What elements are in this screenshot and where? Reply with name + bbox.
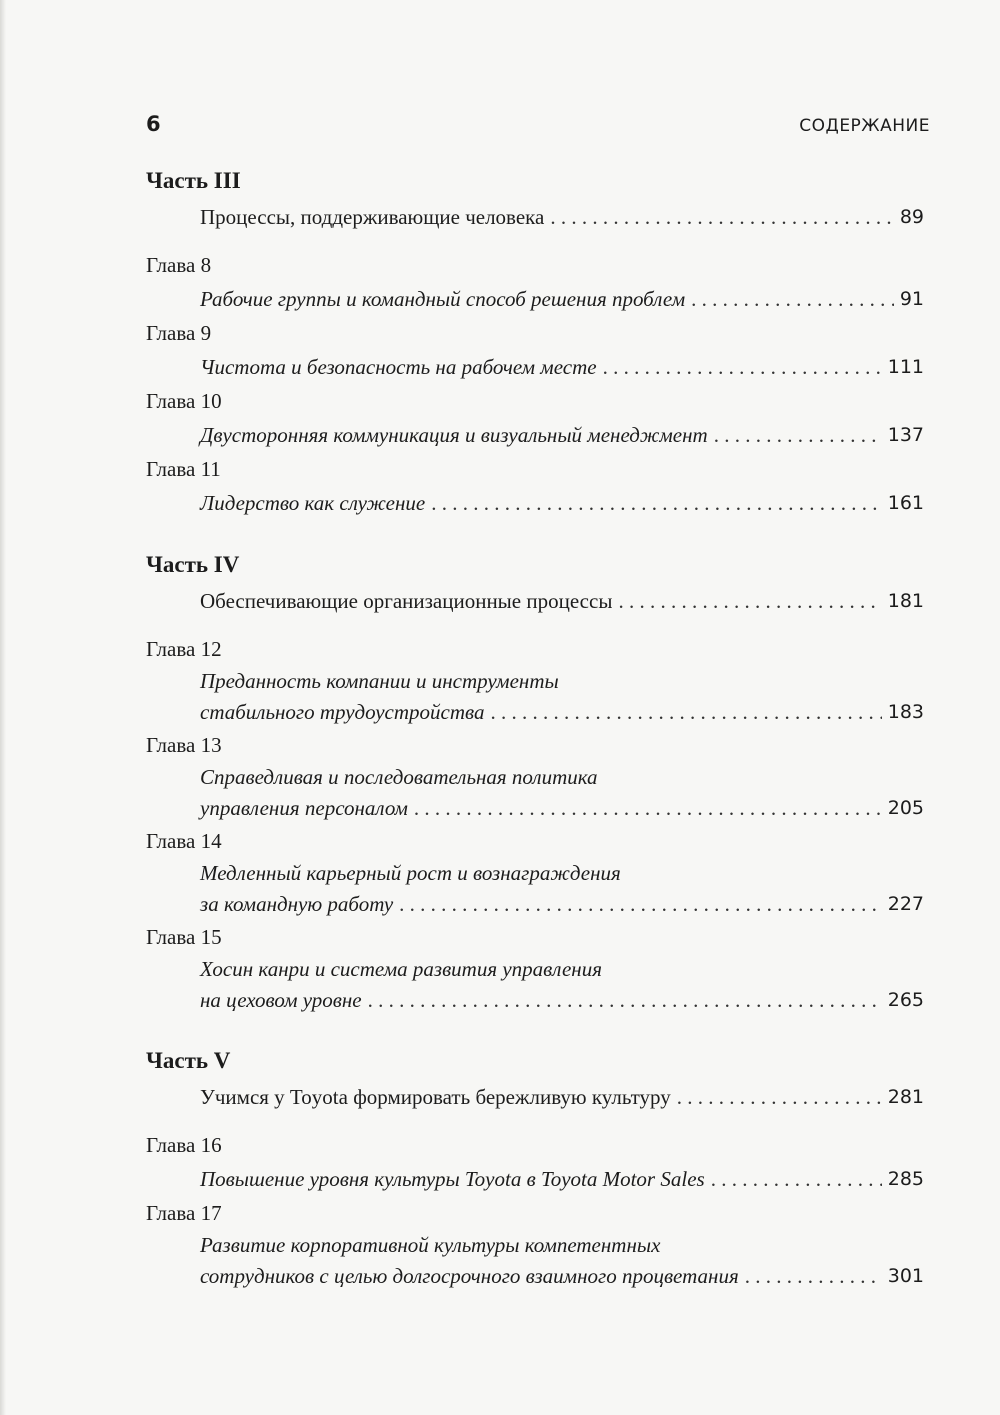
toc-entry-chapter-9[interactable]: [200, 350, 924, 384]
toc-entry-chapter-16[interactable]: [200, 1162, 924, 1196]
chapter-label: Глава 15: [146, 925, 222, 949]
entry-last-line: [200, 1261, 924, 1292]
entry-title-line2: управления персоналом: [200, 796, 408, 820]
page-edge: [0, 0, 6, 1415]
dot-leader: [368, 985, 882, 1016]
entry-title-line2: стабильного трудоустройства: [200, 700, 485, 724]
part-3: [146, 164, 924, 234]
page-ref: 161: [887, 492, 924, 514]
entry-title: Чистота и безопасность на рабочем месте: [200, 355, 597, 379]
toc-entry-chapter-12[interactable]: [200, 666, 924, 728]
page-ref: 137: [887, 424, 924, 446]
part-title: Часть IV: [146, 552, 240, 577]
toc-entry-chapter-15[interactable]: [200, 954, 924, 1016]
toc-entry-chapter-8[interactable]: [200, 282, 924, 316]
dot-leader: [691, 282, 894, 316]
entry-title: Обеспечивающие организационные процессы: [200, 589, 613, 613]
page-ref: 111: [887, 356, 924, 378]
entry-title: Процессы, поддерживающие человека: [200, 205, 545, 229]
dot-leader: [550, 200, 893, 234]
dot-leader: [414, 793, 882, 824]
toc-entry-chapter-11[interactable]: [200, 486, 924, 520]
page-ref: 281: [887, 1086, 924, 1108]
toc-entry-part-4[interactable]: [200, 584, 924, 618]
toc-entry-chapter-14[interactable]: [200, 858, 924, 920]
entry-title-line1: Медленный карьерный рост и вознаграждения: [200, 861, 621, 885]
page-ref: 89: [899, 206, 924, 228]
dot-leader: [431, 486, 882, 520]
part-5: [146, 1044, 924, 1114]
page-ref: 183: [887, 701, 924, 723]
part-4: [146, 548, 924, 618]
page-ref: 227: [887, 893, 924, 915]
entry-title: Учимся у Toyota формировать бережливую культуру: [200, 1085, 671, 1109]
entry-title: Лидерство как служение: [200, 491, 426, 515]
chapter-label: Глава 17: [146, 1201, 222, 1225]
dot-leader: [714, 418, 882, 452]
part-title: Часть V: [146, 1048, 231, 1073]
chapter-label: Глава 11: [146, 457, 221, 481]
dot-leader: [603, 350, 882, 384]
chapter-label: Глава 13: [146, 733, 222, 757]
dot-leader: [618, 584, 881, 618]
entry-title-line1: Развитие корпоративной культуры компетентных: [200, 1233, 661, 1257]
entry-last-line: [200, 985, 924, 1016]
running-head: СОДЕРЖАНИЕ: [799, 116, 930, 136]
page-number: 6: [146, 112, 161, 136]
entry-last-line: [200, 889, 924, 920]
entry-title: Рабочие группы и командный способ решения проблем: [200, 287, 686, 311]
entry-title: Двусторонняя коммуникация и визуальный менеджмент: [200, 423, 708, 447]
chapter-label: Глава 14: [146, 829, 222, 853]
page-ref: 301: [887, 1265, 924, 1287]
chapter-label: Глава 16: [146, 1133, 222, 1157]
entry-title-line2: за командную работу: [200, 892, 394, 916]
page-ref: 285: [887, 1168, 924, 1190]
chapter-label: Глава 12: [146, 637, 222, 661]
entry-title-line2: на цеховом уровне: [200, 988, 362, 1012]
entry-last-line: [200, 697, 924, 728]
dot-leader: [711, 1162, 882, 1196]
entry-title-line2: сотрудников с целью долгосрочного взаимного процветания: [200, 1264, 739, 1288]
toc-entry-chapter-13[interactable]: [200, 762, 924, 824]
dot-leader: [677, 1080, 882, 1114]
entry-title-line1: Преданность компании и инструменты: [200, 669, 559, 693]
toc-entry-part-3[interactable]: [200, 200, 924, 234]
entry-title: Повышение уровня культуры Toyota в Toyota Motor Sales: [200, 1167, 705, 1191]
entry-last-line: [200, 793, 924, 824]
page-ref: 181: [887, 590, 924, 612]
chapter-label: Глава 9: [146, 321, 212, 345]
chapter-label: Глава 8: [146, 253, 212, 277]
dot-leader: [399, 889, 882, 920]
entry-title-line1: Хосин канри и система развития управления: [200, 957, 602, 981]
dot-leader: [491, 697, 882, 728]
chapter-label: Глава 10: [146, 389, 222, 413]
toc-entry-chapter-10[interactable]: [200, 418, 924, 452]
toc-entry-part-5[interactable]: [200, 1080, 924, 1114]
page-ref: 265: [887, 989, 924, 1011]
toc-entry-chapter-17[interactable]: [200, 1230, 924, 1292]
dot-leader: [745, 1261, 882, 1292]
page-ref: 205: [887, 797, 924, 819]
entry-title-line1: Справедливая и последовательная политика: [200, 765, 598, 789]
table-of-contents: [146, 164, 924, 1292]
page-ref: 91: [899, 288, 924, 310]
page-header: [146, 112, 930, 136]
part-title: Часть III: [146, 168, 241, 193]
